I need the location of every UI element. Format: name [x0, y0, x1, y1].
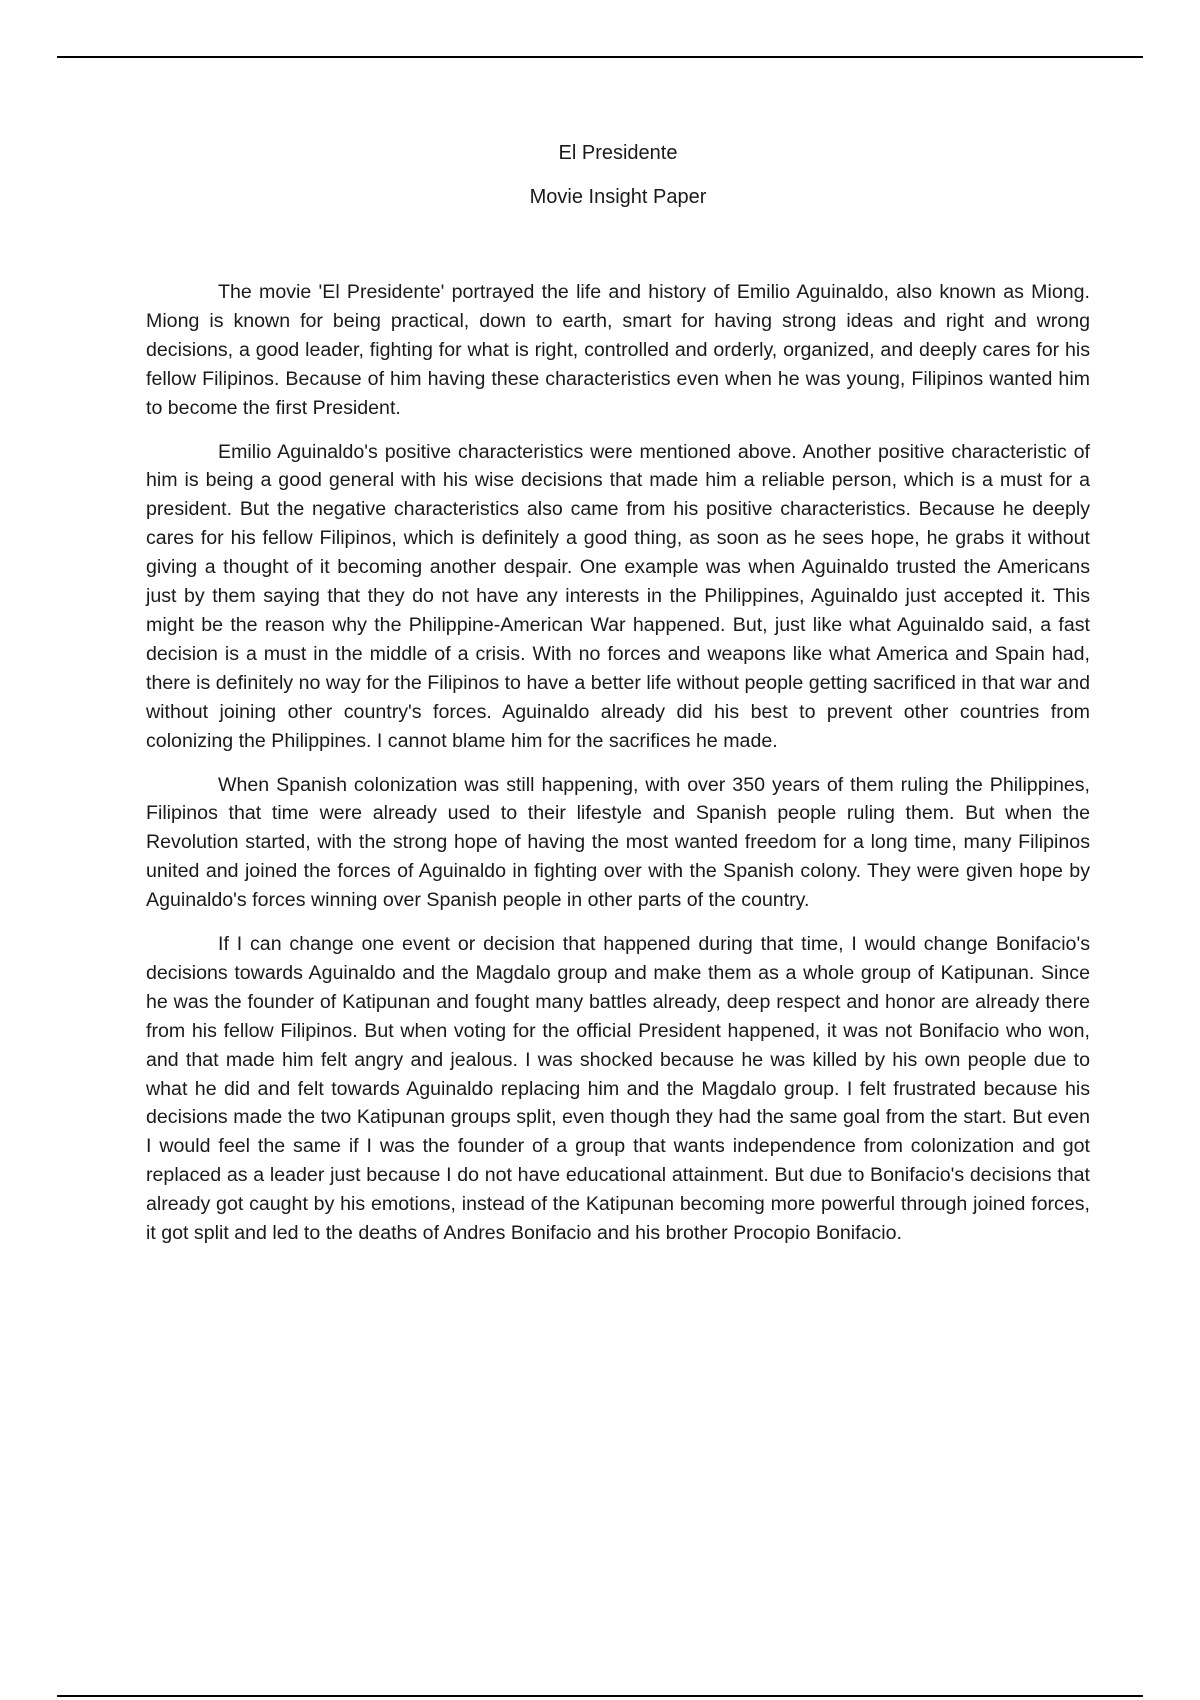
- paragraph-1: The movie 'El Presidente' portrayed the life and history of Emilio Aguinaldo, also known as Miong. Miong is known for being practical, down to earth, smart for having strong ideas and right and wrong decisions, a good leader, fighting for what is right, controlled and orderly, organized, and deeply cares for his fellow Filipinos. Because of him having these characteristics even when he was young, Filipinos wanted him to become the first President.: [146, 281, 1090, 419]
- paragraph-4: If I can change one event or decision that happened during that time, I would change Bonifacio's decisions towards Aguinaldo and the Magdalo group and make them as a whole group of Katipunan. Since he was the founder of Katipunan and fought many battles already, deep respect and honor are already there from his fellow Filipinos. But when voting for the official President happened, it was not Bonifacio who won, and that made him felt angry and jealous. I was shocked because he was killed by his own people due to what he did and felt towards Aguinaldo replacing him and the Magdalo group. I felt frustrated because his decisions made the two Katipunan groups split, even though they had the same goal from the start. But even I would feel the same if I was the founder of a group that wants independence from colonization and got replaced as a leader just because I do not have educational attainment. But due to Bonifacio's decisions that already got caught by his emotions, instead of the Katipunan becoming more powerful through joined forces, it got split and led to the deaths of Andres Bonifacio and his brother Procopio Bonifacio.: [146, 933, 1090, 1245]
- paragraph-3: When Spanish colonization was still happening, with over 350 years of them ruling the Philippines, Filipinos that time were already used to their lifestyle and Spanish people ruling them. But when the Revolution started, with the strong hope of having the most wanted freedom for a long time, many Filipinos united and joined the forces of Aguinaldo in fighting over with the Spanish colony. They were given hope by Aguinaldo's forces winning over Spanish people in other parts of the country.: [146, 773, 1090, 912]
- document-subtitle: Movie Insight Paper: [529, 186, 707, 208]
- body-text: [146, 278, 1090, 1263]
- title-block: [0, 142, 1200, 208]
- top-rule: [57, 56, 1143, 58]
- document-title: El Presidente: [558, 142, 678, 164]
- bottom-rule: [57, 1695, 1143, 1697]
- paragraph-2: Emilio Aguinaldo's positive characteristics were mentioned above. Another positive characteristic of him is being a good general with his wise decisions that made him a reliable person, which is a must for a president. But the negative characteristics also came from his positive characteristics. Because he deeply cares for his fellow Filipinos, which is definitely a good thing, as soon as he sees hope, he grabs it without giving a thought of it becoming another despair. One example was when Aguinaldo trusted the Americans just by them saying that they do not have any interests in the Philippines, Aguinaldo just accepted it. This might be the reason why the Philippine-American War happened. But, just like what Aguinaldo said, a fast decision is a must in the middle of a crisis. With no forces and weapons like what America and Spain had, there is definitely no way for the Filipinos to have a better life without people getting sacrificed in that war and without joining other country's forces. Aguinaldo already did his best to prevent other countries from colonizing the Philippines. I cannot blame him for the sacrifices he made.: [146, 440, 1090, 752]
